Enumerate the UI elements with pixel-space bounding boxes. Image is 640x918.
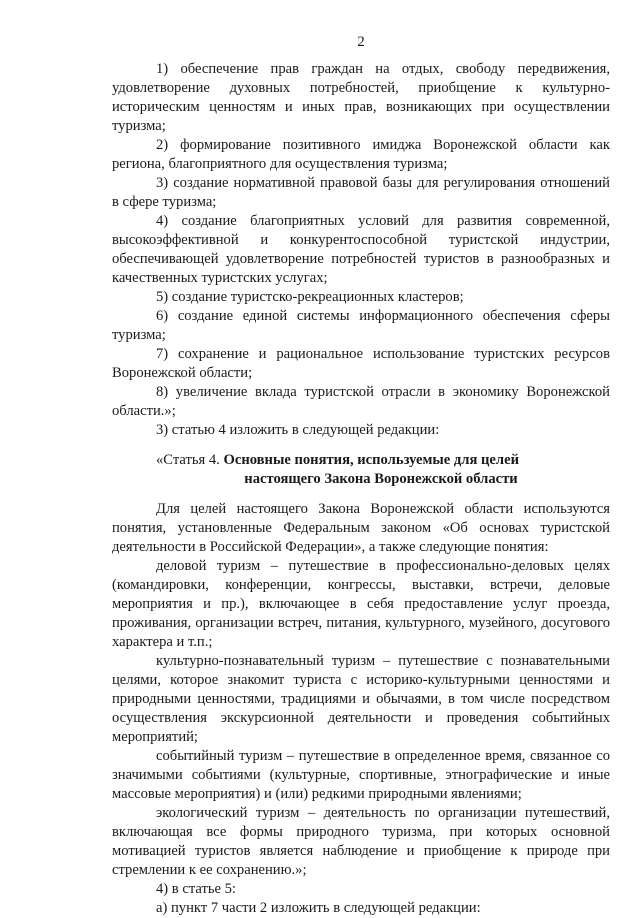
definitions-intro: Для целей настоящего Закона Воронежской области используются понятия, установленные Федеральным законом «Об основах туристской деятельности в Российской Федерации», а также следующие понятия: xyxy=(112,501,610,555)
list-item-1: 1) обеспечение прав граждан на отдых, свободу передвижения, удовлетворение духовных потребностей, приобщение к культурно-историческим ценностям и иных прав, возникающих при осуществлении туризма; xyxy=(112,61,610,134)
list-item-8: 8) увеличение вклада туристской отрасли в экономику Воронежской области.»; xyxy=(112,384,610,419)
list-item-5: 5) создание туристско-рекреационных кластеров; xyxy=(156,289,464,305)
list-item-6: 6) создание единой системы информационного обеспечения сферы туризма; xyxy=(112,308,610,343)
article-heading-title-line2: настоящего Закона Воронежской области xyxy=(244,471,518,487)
definition-cultural-tourism: культурно-познавательный туризм – путешествие с познавательными целями, которое знакомит туриста с историко-культурными ценностями и природными ценностями, традициями и обычаями, в том числе посредством осуществления экскурсионной деятельности и проведения событийных мероприятий; xyxy=(112,653,610,745)
page-number: 2 xyxy=(357,34,365,50)
definition-business-tourism: деловой туризм – путешествие в профессионально-деловых целях (командировки, конференции, конгрессы, выставки, встречи, деловые мероприятия и пр.), включающее в себя предоставление услуг проезда, проживания, организации встреч, питания, культурного, музейного, досугового характера и т.п.; xyxy=(112,558,610,650)
list-item-4: 4) создание благоприятных условий для развития современной, высокоэффективной и конкурентоспособной туристской индустрии, обеспечивающей удовлетворение потребностей туристов в разнообразных и качественных туристских услугах; xyxy=(112,213,610,286)
article-heading-title-line1: Основные понятия, используемые для целей xyxy=(223,452,519,468)
article-heading xyxy=(112,451,610,489)
article-heading-lead: «Статья 4. xyxy=(156,452,220,468)
list-item-7: 7) сохранение и рациональное использование туристских ресурсов Воронежской области; xyxy=(112,346,610,381)
list-item-3: 3) создание нормативной правовой базы для регулирования отношений в сфере туризма; xyxy=(112,175,610,210)
definition-eco-tourism: экологический туризм – деятельность по организации путешествий, включающая все формы природного туризма, при которых основной мотивацией туристов является наблюдение и приобщение к природе при стремлении к ее сохранению.»; xyxy=(112,805,610,878)
amendment-article-4: 3) статью 4 изложить в следующей редакции: xyxy=(156,422,440,438)
amendment-article-5: 4) в статье 5: xyxy=(156,881,236,897)
definition-event-tourism: событийный туризм – путешествие в определенное время, связанное со значимыми событиями (культурные, спортивные, этнографические и иные массовые мероприятия) и (или) редкими природными явлениями; xyxy=(112,748,610,802)
list-item-2: 2) формирование позитивного имиджа Воронежской области как региона, благоприятного для осуществления туризма; xyxy=(112,137,610,172)
amendment-item-7: а) пункт 7 части 2 изложить в следующей редакции: xyxy=(156,900,481,916)
